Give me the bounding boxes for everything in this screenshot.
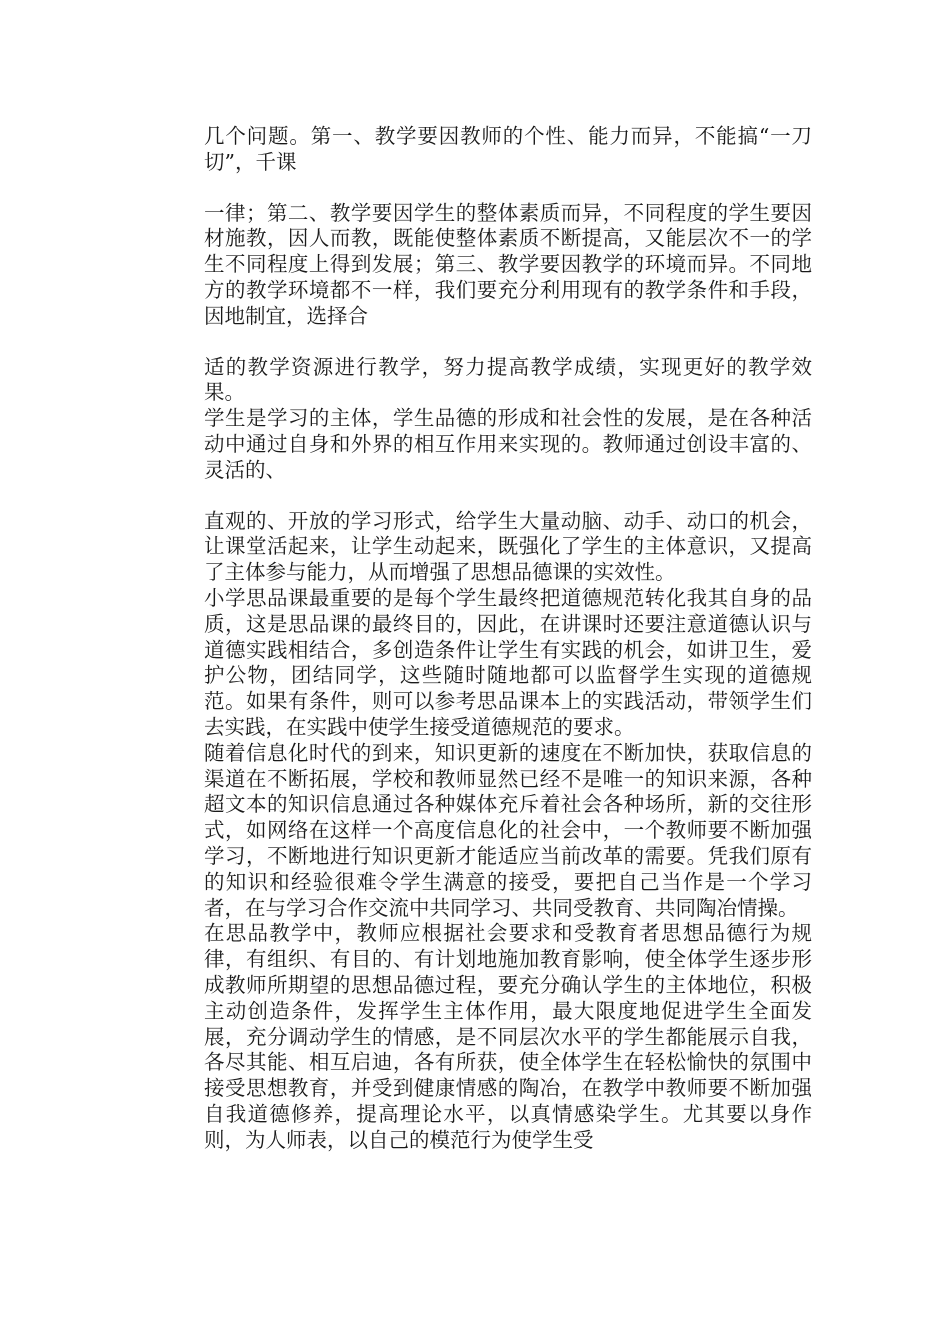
paragraph-1: 几个问题。第一、教学要因教师的个性、能力而异，不能搞“一刀切”，千课 (204, 124, 812, 174)
paragraph-2: 一律；第二、教学要因学生的整体素质而异，不同程度的学生要因材施教，因人而教，既能使整体素质不断提高，又能层次不一的学生不同程度上得到发展；第三、教学要因教学的环境而异。不同地方的教学环境都不一样，我们要充分利用现有的教学条件和手段，因地制宜，选择合 (204, 200, 812, 328)
paragraph-4: 学生是学习的主体，学生品德的形成和社会性的发展，是在各种活动中通过自身和外界的相互作用来实现的。教师通过创设丰富的、灵活的、 (204, 406, 812, 482)
paragraph-7: 随着信息化时代的到来，知识更新的速度在不断加快，获取信息的渠道在不断拓展，学校和教师显然已经不是唯一的知识来源，各种超文本的知识信息通过各种媒体充斥着社会各种场所，新的交往形式，如网络在这样一个高度信息化的社会中，一个教师要不断加强学习，不断地进行知识更新才能适应当前改革的需要。凭我们原有的知识和经验很难令学生满意的接受，要把自己当作是一个学习者，在与学习合作交流中共同学习、共同受教育、共同陶冶情操。 (204, 740, 812, 920)
paragraph-6: 小学思品课最重要的是每个学生最终把道德规范转化我其自身的品质，这是思品课的最终目的，因此，在讲课时还要注意道德认识与道德实践相结合，多创造条件让学生有实践的机会，如讲卫生，爱护公物，团结同学，这些随时随地都可以监督学生实现的道德规范。如果有条件，则可以参考思品课本上的实践活动，带领学生们去实践，在实践中使学生接受道德规范的要求。 (204, 585, 812, 739)
paragraph-8: 在思品教学中，教师应根据社会要求和受教育者思想品德行为规律，有组织、有目的、有计划地施加教育影响，使全体学生逐步形成教师所期望的思想品德过程，要充分确认学生的主体地位，积极主动创造条件，发挥学生主体作用，最大限度地促进学生全面发展，充分调动学生的情感，是不同层次水平的学生都能展示自我，各尽其能、相互启迪，各有所获，使全体学生在轻松愉快的氛围中接受思想教育，并受到健康情感的陶冶，在教学中教师要不断加强自我道德修养，提高理论水平，以真情感染学生。尤其要以身作则，为人师表，以自己的模范行为使学生受 (204, 921, 812, 1152)
document-body (204, 124, 812, 1153)
paragraph-3: 适的教学资源进行教学，努力提高教学成绩，实现更好的教学效果。 (204, 354, 812, 405)
paragraph-5: 直观的、开放的学习形式，给学生大量动脑、动手、动口的机会，让课堂活起来，让学生动起来，既强化了学生的主体意识，又提高了主体参与能力，从而增强了思想品德课的实效性。 (204, 508, 812, 585)
